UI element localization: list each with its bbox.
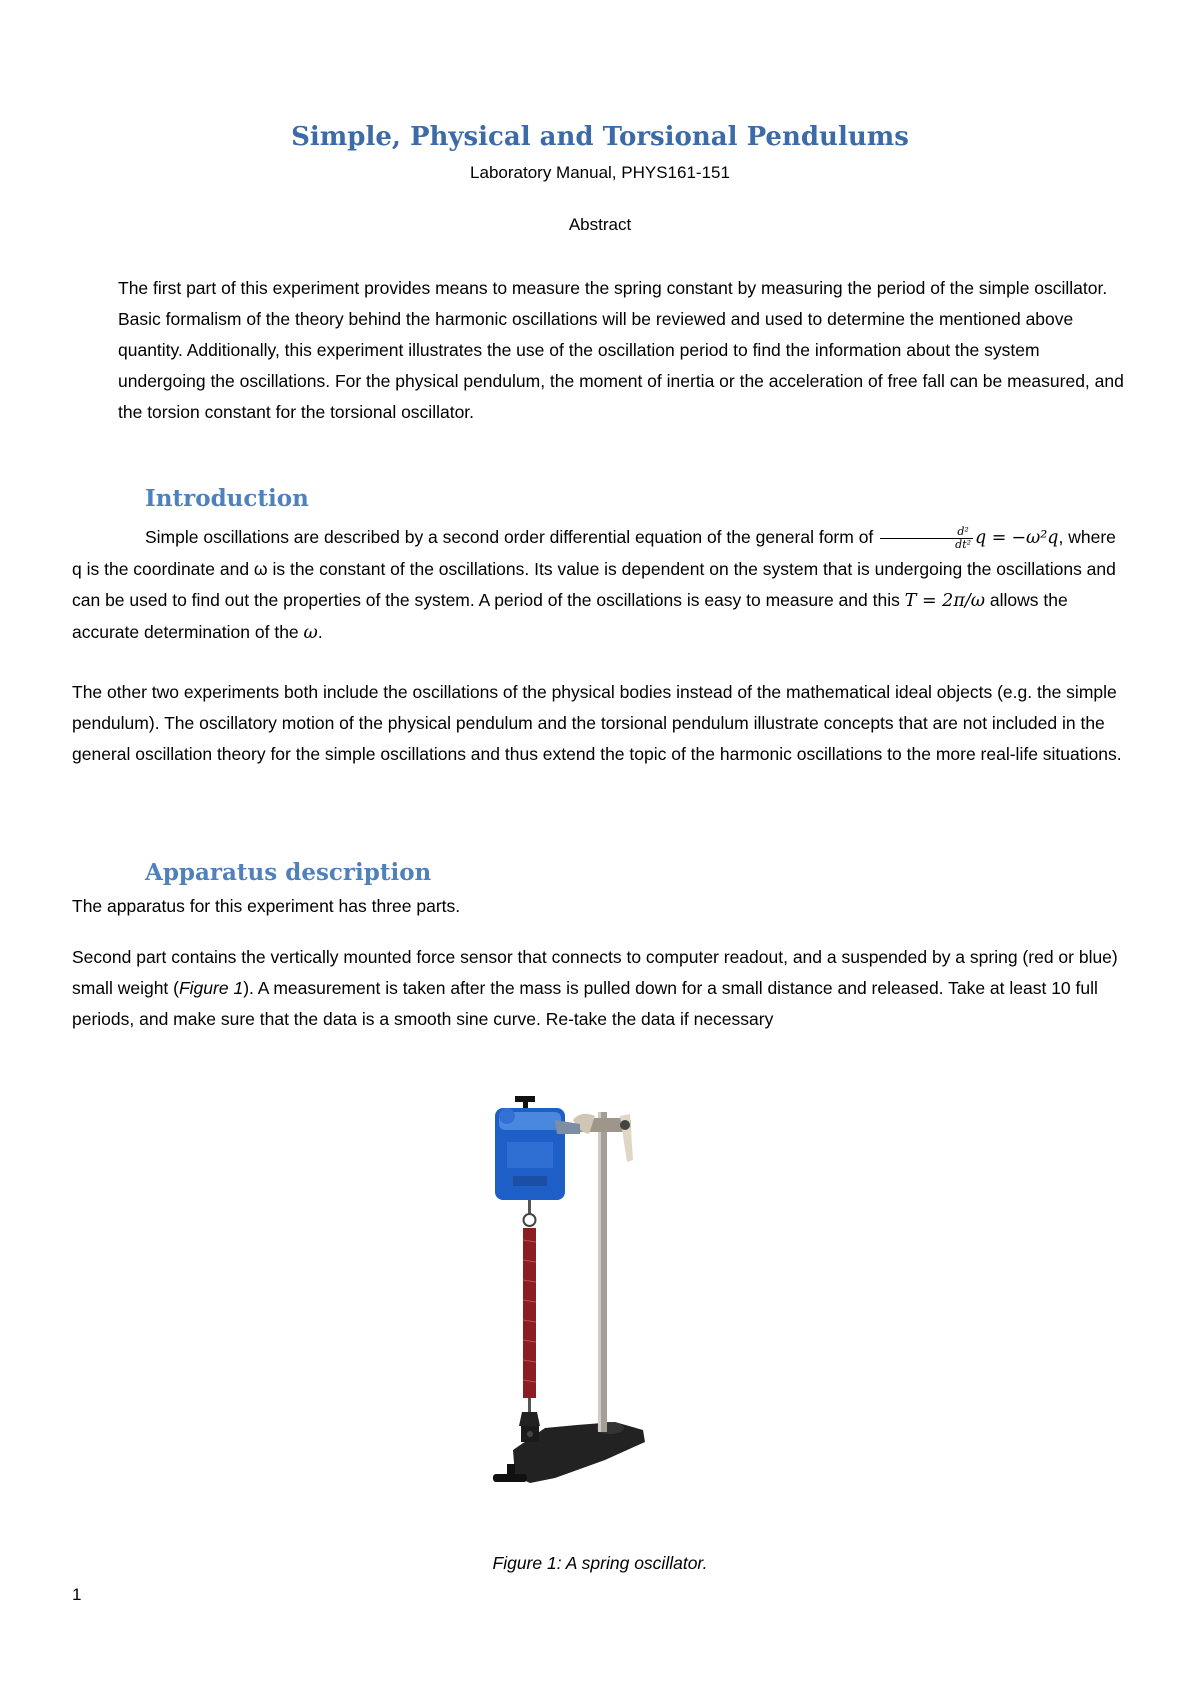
omega-symbol: ω [303,623,318,643]
derivative-fraction [880,526,973,551]
period-equation: T = 2π/ω [904,591,985,611]
frac-numerator: d² [880,526,973,539]
document-subtitle: Laboratory Manual, PHYS161-151 [470,163,730,182]
document-title: Simple, Physical and Torsional Pendulums [291,122,909,152]
abstract-text: The first part of this experiment provides means to measure the spring constant by measuring the period of the simple oscillator. Basic formalism of the theory behind the harmonic oscillations will be reviewed and used to determine the mentioned above quantity. Additionally, this experiment illustrates the use of the oscillation period to find the information about the system undergoing the oscillations. For the physical pendulum, the moment of inertia or the acceleration of free fall can be measured, and the torsion constant for the torsional oscillator. [118,278,1124,422]
hanging-weight [519,1412,540,1426]
spring-oscillator-figure [485,1090,655,1510]
intro-p1-mid2: allows the accurate determination of the [72,590,1068,642]
apparatus-paragraph-1: The apparatus for this experiment has three parts. [72,896,461,916]
apparatus-paragraph-2 [72,942,1128,1035]
equation-rhs: q = [975,528,1007,548]
intro-p1-mid: , where q is the coordinate and ω is the constant of the oscillations. Its value is dependent on the system that is undergoing the oscillations and can be used to find out the properties of the system. A period of the oscillations is easy to measure and this [72,527,1116,610]
intro-p1-start: Simple oscillations are described by a second order differential equation of the general form of [145,527,874,547]
equation-line2: −ω²q [1011,528,1059,548]
introduction-heading: Introduction [145,485,309,512]
page-number: 1 [72,1585,82,1604]
introduction-paragraph-1 [72,522,1128,649]
introduction-paragraph-2: The other two experiments both include the oscillations of the physical bodies instead of the mathematical ideal objects (e.g. the simple pendulum). The oscillatory motion of the physical pendulum and the torsional pendulum illustrate concepts that are not included in the general oscillation theory for the simple oscillations and thus extend the topic of the harmonic oscillations to the more real-life situations. [72,682,1122,764]
intro-p1-end: . [317,622,323,642]
apparatus-p2-a: Second part contains the vertically mounted force sensor that connects to computer readout, and a suspended by a spring (red or blue) small weight ( [72,947,1118,998]
figure-reference[interactable]: Figure 1 [178,978,244,998]
frac-denominator: dt² [955,537,972,551]
abstract-label: Abstract [568,215,632,234]
apparatus-p2-b: ). A measurement is taken after the mass is pulled down for a small distance and released. Take at least 10 full periods, and make sure that the data is a smooth sine curve. Re-take the data if necessary [72,978,1098,1029]
figure-caption: Figure 1: A spring oscillator. [492,1553,708,1573]
apparatus-heading: Apparatus description [145,859,432,886]
spring [523,1228,536,1398]
